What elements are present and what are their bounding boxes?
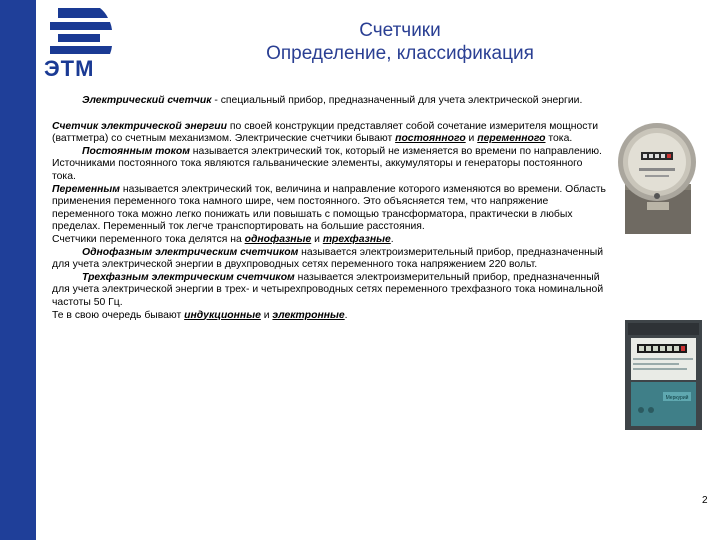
link-term: постоянного <box>395 133 466 145</box>
title-main: Счетчики <box>359 20 441 41</box>
text: тока. <box>545 133 573 145</box>
text: и <box>260 309 273 321</box>
slide-title <box>230 20 570 66</box>
text: называется электроизмерительный прибор, предназначенный для учета электрической энергии в трех- и четырехпроводных сетях переменного трехфазного тока номинальной частоты 50 Гц. <box>52 271 604 308</box>
paragraph-ac-types <box>52 234 607 247</box>
text: по своей конструкции представляет собой сочетание измерителя мощности (ваттметра) со счетным механизмом. Электрические счетчики бывают <box>52 120 599 145</box>
paragraph-single-phase <box>52 247 607 272</box>
paragraph-meter <box>52 121 607 146</box>
link-term: индукционные <box>184 309 261 321</box>
link-term: переменного <box>477 133 546 145</box>
side-bar <box>0 0 36 540</box>
logo-text: ЭТМ <box>44 56 95 81</box>
text: называется электрический ток, величина и направление которого изменяются во времени. Область применения переменного тока намного шире, чем постоянного. Это объясняется тем, что напряжение переменного тока можно легко понижать или повышать с помощью трансформатора, практически в любых пределах. Переменный ток легче транспортировать на большие расстояния. <box>52 183 606 233</box>
paragraph-definition <box>52 95 607 108</box>
text: называется электроизмерительный прибор, предназначенный для учета электрической энергии в двухпроводных сетях переменного тока напряжением 220 вольт. <box>52 246 604 271</box>
text: называется электрический ток, который не изменяется во времени по направлению. Источниками постоянного тока являются гальванические элементы, аккумуляторы и генераторы постоянного тока. <box>52 145 602 182</box>
paragraph-three-phase <box>52 272 607 310</box>
link-term: однофазные <box>244 233 312 245</box>
text: и <box>311 233 323 245</box>
term: Электрический счетчик <box>82 95 212 106</box>
paragraph-ac <box>52 184 607 234</box>
page-number: 2 <box>702 495 708 506</box>
text: . <box>344 309 348 321</box>
link-term: электронные <box>272 309 345 321</box>
term: Однофазным электрическим счетчиком <box>82 246 299 258</box>
meter-brand-label: Меркурий <box>665 395 689 401</box>
paragraph-subtypes <box>52 310 607 323</box>
text: Те в свою очередь бывают <box>52 309 185 321</box>
title-sub: Определение, классификация <box>266 43 534 64</box>
text: Счетчики переменного тока делятся на <box>52 233 245 245</box>
paragraph-dc <box>52 146 607 184</box>
content-text <box>52 95 607 322</box>
term: Счетчик электрической энергии <box>52 120 228 132</box>
text: и <box>465 133 478 145</box>
term: Трехфазным электрическим счетчиком <box>82 271 295 283</box>
electronic-meter-image <box>625 320 702 430</box>
induction-meter-image <box>617 122 697 235</box>
term: Постоянным током <box>82 145 190 157</box>
text: . <box>390 233 394 245</box>
term: Переменным <box>52 183 120 195</box>
link-term: трехфазные <box>322 233 391 245</box>
text: - специальный прибор, предназначенный для учета электрической энергии. <box>211 95 583 106</box>
